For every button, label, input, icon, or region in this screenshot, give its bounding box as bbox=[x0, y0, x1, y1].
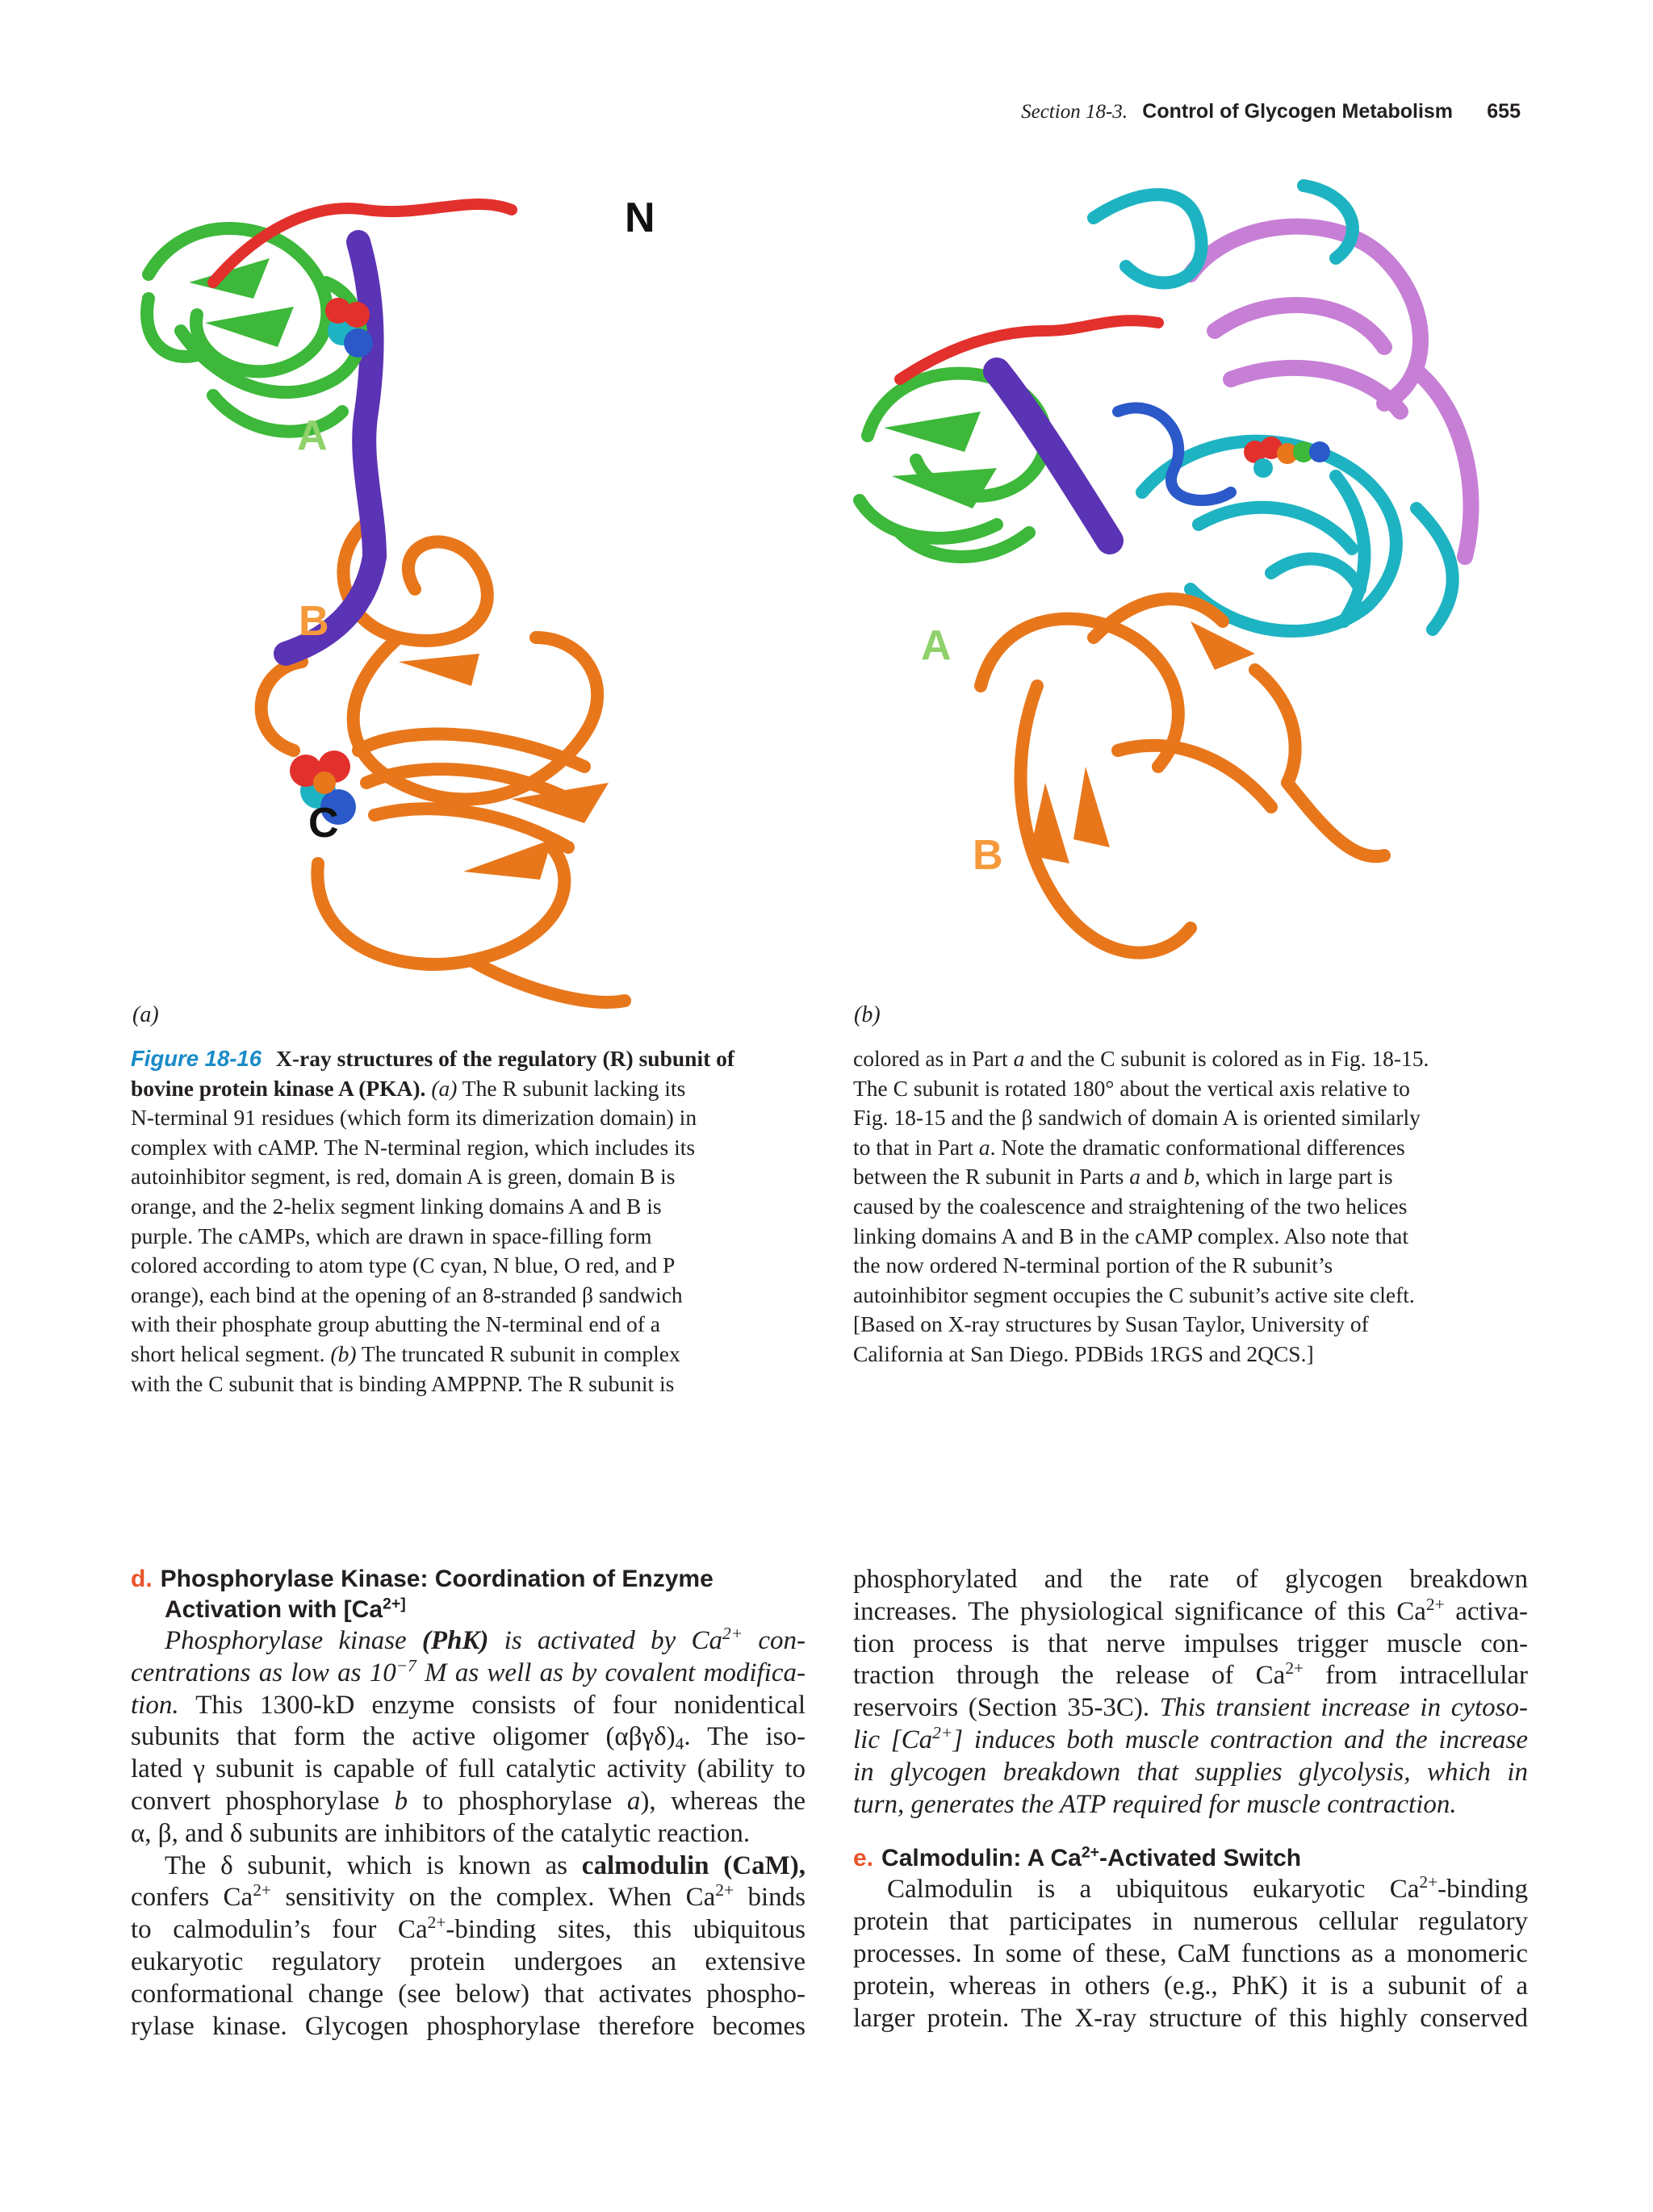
label-n: N bbox=[625, 194, 655, 241]
caption-line: California at San Diego. PDBids 1RGS and 2QCS.] bbox=[853, 1340, 1314, 1366]
body-column-left bbox=[131, 1564, 806, 2043]
linker-helix-b bbox=[997, 371, 1110, 541]
body-line: processes. In some of these, CaM functions as a monomeric bbox=[853, 1938, 1528, 1968]
caption-line: autoinhibitor segment, is red, domain A is green, domain B is bbox=[131, 1164, 676, 1190]
body-line: tion process is that nerve impulses trigger muscle con- bbox=[853, 1629, 1528, 1658]
caption-line bbox=[131, 1044, 797, 1074]
body-line: protein, whereas in others (e.g., PhK) it is a subunit of a bbox=[853, 1971, 1528, 2001]
panel-a-label: (a) bbox=[132, 1002, 159, 1027]
label-b-b: B bbox=[973, 832, 1003, 879]
body-line: in glycogen breakdown that supplies glycolysis, which in bbox=[853, 1757, 1528, 1787]
body-line: α, β, and δ subunits are inhibitors of the catalytic reaction. bbox=[131, 1818, 751, 1848]
body-line: convert phosphorylase b to phosphorylase a), whereas the bbox=[131, 1786, 806, 1816]
caption-line: complex with cAMP. The N-terminal region, which includes its bbox=[131, 1134, 696, 1160]
figure-caption-left bbox=[131, 1044, 797, 1399]
body-line: larger protein. The X-ray structure of this highly conserved bbox=[853, 2003, 1528, 2033]
header-section: Section 18-3. bbox=[1021, 101, 1128, 123]
caption-line: The C subunit is rotated 180° about the vertical axis relative to bbox=[853, 1075, 1410, 1101]
body-line: turn, generates the ATP required for muscle contraction. bbox=[853, 1789, 1457, 1819]
caption-line: between the R subunit in Parts a and b, which in large part is bbox=[853, 1164, 1393, 1190]
body-line: tion. This 1300-kD enzyme consists of four nonidentical bbox=[131, 1690, 806, 1720]
section-e-heading: e. Calmodulin: A $Ca^{2+}$-Activated Switch bbox=[853, 1843, 1302, 1872]
caption-line: linking domains A and B in the cAMP complex. Also note that bbox=[853, 1223, 1408, 1248]
caption-line: bovine protein kinase A (PKA). (a) The R subunit lacking its bbox=[131, 1075, 686, 1101]
body-line: traction through the release of $Ca^{2+}$ from intracellular bbox=[853, 1658, 1529, 1691]
label-b: B bbox=[299, 598, 329, 645]
caption-line: colored according to atom type (C cyan, N blue, O red, and P bbox=[131, 1252, 676, 1278]
body-line: The δ subunit, which is known as calmodulin (CaM), bbox=[165, 1850, 806, 1880]
caption-line: N-terminal 91 residues (which form its dimerization domain) in bbox=[131, 1105, 697, 1131]
body-line: rylase kinase. Glycogen phosphorylase therefore becomes bbox=[131, 2011, 806, 2041]
label-c: C bbox=[308, 800, 339, 847]
caption-line: autoinhibitor segment occupies the C subunit’s active site cleft. bbox=[853, 1282, 1415, 1307]
header-title: Control of Glycogen Metabolism bbox=[1142, 100, 1454, 123]
protein-structure-a-illustration bbox=[132, 169, 826, 1017]
body-line: Phosphorylase kinase (PhK) is activated by $Ca^{2+}$ con- bbox=[165, 1624, 806, 1655]
label-a-b: A bbox=[921, 622, 952, 669]
body-line: lic $[Ca^{2+}]$ induces both muscle contraction and the increase bbox=[853, 1723, 1528, 1754]
page-number: 655 bbox=[1487, 100, 1521, 123]
body-line: conformational change (see below) that activates phospho- bbox=[131, 1979, 806, 2009]
body-line: increases. The physiological significance of this $Ca^{2+}$ activa- bbox=[853, 1595, 1529, 1626]
domain-b-ribbon-b bbox=[981, 599, 1384, 952]
protein-structure-b-illustration bbox=[852, 169, 1546, 1017]
body-line: to calmodulin’s four $Ca^{2+}$-binding sites, this ubiquitous bbox=[131, 1913, 806, 1945]
label-a: A bbox=[297, 412, 328, 459]
caption-line: [Based on X-ray structures by Susan Taylor, University of bbox=[853, 1311, 1369, 1337]
caption-line: to that in Part a. Note the dramatic conformational differences bbox=[853, 1134, 1405, 1160]
body-line: reservoirs (Section 35-3C). This transient increase in cytoso- bbox=[853, 1693, 1529, 1723]
caption-line: with their phosphate group abutting the N-terminal end of a bbox=[131, 1311, 661, 1337]
body-line: subunits that form the active oligomer $(\alpha\beta\gamma\delta)_4$. The iso- bbox=[131, 1722, 806, 1754]
figure-caption-right bbox=[853, 1044, 1520, 1369]
body-line: eukaryotic regulatory protein undergoes an extensive bbox=[131, 1946, 806, 1976]
figure-panel-b bbox=[852, 169, 1546, 1017]
body-line: lated γ subunit is capable of full catalytic activity (ability to bbox=[131, 1754, 806, 1784]
panel-b-label: (b) bbox=[854, 1002, 881, 1027]
caption-line: orange, and the 2-helix segment linking domains A and B is bbox=[131, 1193, 662, 1219]
domain-a-sheets-b bbox=[884, 412, 997, 508]
body-line: Calmodulin is a ubiquitous eukaryotic $Ca^{2+}$-binding bbox=[887, 1872, 1528, 1905]
blue-segment bbox=[1118, 408, 1231, 500]
section-d-letter: d. bbox=[131, 1566, 153, 1592]
caption-line: caused by the coalescence and straightening of the two helices bbox=[853, 1193, 1408, 1219]
section-e-letter: e. bbox=[853, 1845, 874, 1872]
body-line: confers $Ca^{2+}$ sensitivity on the complex. When $Ca^{2+}$ binds bbox=[131, 1880, 806, 1913]
caption-line: with the C subunit that is binding AMPPNP. The R subunit is bbox=[131, 1370, 675, 1396]
figure-panel-a bbox=[132, 169, 826, 1017]
figure-title: X-ray structures of the regulatory (R) subunit of bbox=[276, 1046, 735, 1071]
section-d-heading: d. Phosphorylase Kinase: Coordination of Enzyme Activation with [$Ca^{2+]}$ bbox=[131, 1566, 714, 1623]
caption-line: orange), each bind at the opening of an 8-stranded β sandwich bbox=[131, 1282, 683, 1307]
caption-line: the now ordered N-terminal portion of the R subunit’s bbox=[853, 1252, 1333, 1278]
caption-line: Fig. 18-15 and the β sandwich of domain A is oriented similarly bbox=[853, 1105, 1421, 1131]
caption-line: short helical segment. (b) The truncated R subunit in complex bbox=[131, 1340, 680, 1366]
body-line: centrations as low as $10^{-7}$ M as well as by covalent modifica- bbox=[131, 1656, 806, 1687]
figure-number: Figure 18-16 bbox=[131, 1046, 262, 1071]
caption-line: colored as in Part a and the C subunit is colored as in Fig. 18-15. bbox=[853, 1046, 1429, 1071]
body-line: protein that participates in numerous cellular regulatory bbox=[853, 1907, 1528, 1937]
caption-line: purple. The cAMPs, which are drawn in space-filling form bbox=[131, 1223, 652, 1248]
running-header bbox=[1021, 100, 1521, 123]
body-column-right bbox=[853, 1564, 1528, 2034]
body-line: phosphorylated and the rate of glycogen breakdown bbox=[853, 1565, 1528, 1594]
